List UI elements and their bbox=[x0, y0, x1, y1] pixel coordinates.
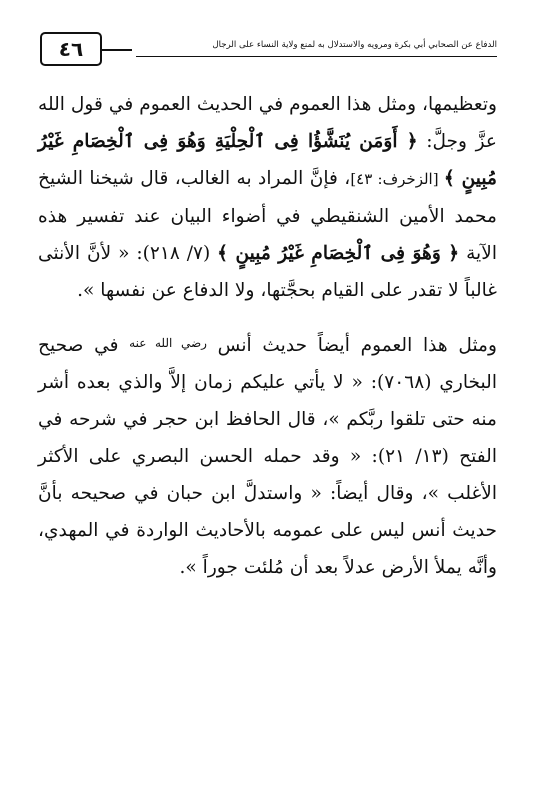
header-underline bbox=[136, 56, 497, 57]
body-text bbox=[38, 86, 497, 586]
page-number: ٤٦ bbox=[40, 32, 102, 66]
paragraph-1-text-3: (٧/ ٢١٨): « لأنَّ الأنثى غالباً لا تقدر على القيام بحجَّتها، ولا الدفاع عن نفسها ». bbox=[38, 243, 497, 301]
blessing-glyph: رضي الله عنه bbox=[129, 336, 207, 350]
header-rule bbox=[102, 49, 132, 51]
quran-verse-1: ﴿ أَوَمَن يُنَشَّؤُا فِى ٱلْحِلْيَةِ وَهُوَ فِى ٱلْخِصَامِ غَيْرُ مُبِينٍ ﴾ bbox=[38, 131, 497, 189]
verse-reference: [الزخرف: ٤٣] bbox=[350, 170, 444, 188]
paragraph-1-text-1: وتعظيمها، ومثل هذا العموم في الحديث العموم في قول الله عزَّ وجلَّ: bbox=[38, 94, 497, 152]
paragraph-1 bbox=[38, 86, 497, 309]
running-title: الدفاع عن الصحابي أبي بكرة ومرويه والاستدلال به لمنع ولاية النساء على الرجال bbox=[212, 40, 497, 50]
page-header bbox=[40, 32, 497, 66]
paragraph-2-text-1: ومثل هذا العموم أيضاً حديث أنس bbox=[206, 335, 497, 356]
quran-verse-2: ﴿ وَهُوَ فِى ٱلْخِصَامِ غَيْرُ مُبِينٍ ﴾ bbox=[217, 243, 460, 264]
paragraph-2-text-2: في صحيح البخاري (٧٠٦٨): « لا يأتي عليكم زمان إلاَّ والذي بعده أشر منه حتى تلقوا ربَّكم »، قال الحافظ ابن حجر في شرحه في الفتح (١٣/ ٢١): « وقد حمله الحسن البصري على الأكثر الأغلب »، وقال أيضاً: « واستدلَّ ابن حبان في صحيحه بأنَّ حديث أنس ليس على عمومه بالأحاديث الواردة في المهدي، وأنَّه يملأ الأرض عدلاً بعد أن مُلئت جوراً ». bbox=[38, 335, 497, 578]
paragraph-1-text-2: ، فإنَّ المراد به الغالب، قال شيخنا الشيخ محمد الأمين الشنقيطي في أضواء البيان عند تفسير هذه الآية bbox=[38, 168, 497, 264]
paragraph-2 bbox=[38, 325, 497, 586]
